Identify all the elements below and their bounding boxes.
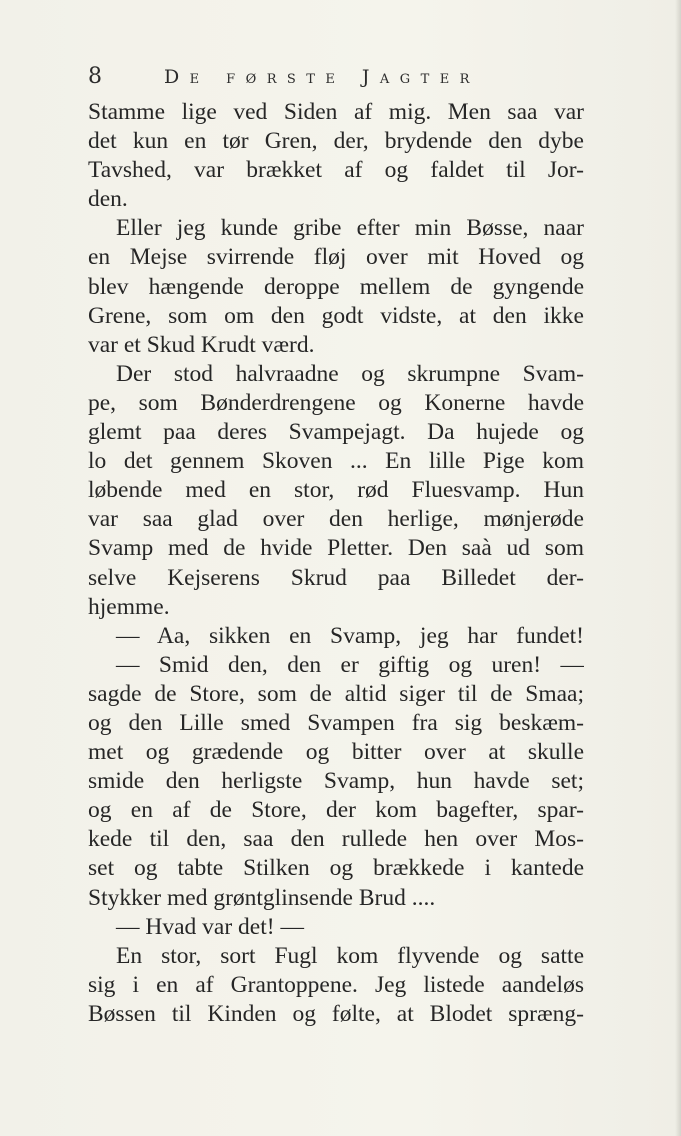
text-line: Svamp med de hvide Pletter. Den saà ud som	[88, 535, 584, 562]
text-line: — Hvad var det! —	[116, 913, 304, 940]
text-line: det kun en tør Gren, der, brydende den dybe	[88, 128, 584, 155]
running-title: De første Jagter	[164, 66, 480, 88]
text-line: sig i en af Grantoppene. Jeg listede aandeløs	[88, 971, 584, 998]
text-line: smide den herligste Svamp, hun havde set;	[88, 768, 584, 795]
text-line: selve Kejserens Skrud paa Billedet der-	[88, 564, 584, 591]
text-line: og en af de Store, der kom bagefter, spar-	[88, 797, 584, 824]
text-line: sagde de Store, som de altid siger til de Smaa;	[88, 680, 584, 707]
text-line: pe, som Bønderdrengene og Konerne havde	[88, 389, 584, 416]
text-line: en Mejse svirrende fløj over mit Hoved og	[88, 244, 584, 271]
text-line: var saa glad over den herlige, mønjerøde	[88, 506, 584, 533]
text-line: — Smid den, den er giftig og uren! —	[116, 651, 584, 678]
text-line: Bøssen til Kinden og følte, at Blodet spræng-	[88, 1000, 584, 1027]
body-text	[88, 98, 584, 1029]
text-line: den.	[88, 186, 128, 213]
text-line: blev hængende deroppe mellem de gyngende	[88, 273, 584, 300]
text-line: Tavshed, var brækket af og faldet til Jor-	[88, 157, 584, 184]
text-line: En stor, sort Fugl kom flyvende og satte	[116, 942, 584, 969]
page-number: 8	[88, 64, 102, 89]
text-line: — Aa, sikken en Svamp, jeg har fundet!	[116, 622, 584, 649]
text-line: og den Lille smed Svampen fra sig beskæm-	[88, 709, 584, 736]
text-line: Stykker med grøntglinsende Brud ....	[88, 884, 436, 911]
text-line: var et Skud Krudt værd.	[88, 331, 315, 358]
page-header	[88, 64, 588, 92]
text-line: met og grædende og bitter over at skulle	[88, 739, 584, 766]
text-line: Eller jeg kunde gribe efter min Bøsse, naar	[116, 215, 584, 242]
text-line: Der stod halvraadne og skrumpne Svam-	[116, 360, 584, 387]
page-edge-shadow	[675, 0, 681, 1136]
text-line: løbende med en stor, rød Fluesvamp. Hun	[88, 477, 584, 504]
text-line: Stamme lige ved Siden af mig. Men saa var	[88, 99, 584, 125]
text-line: Grene, som om den godt vidste, at den ikke	[88, 302, 584, 329]
text-line: hjemme.	[88, 593, 170, 620]
text-line: glemt paa deres Svampejagt. Da hujede og	[88, 419, 584, 446]
text-line: kede til den, saa den rullede hen over Mos-	[88, 826, 584, 853]
text-line: set og tabte Stilken og brækkede i kantede	[88, 855, 584, 882]
text-line: lo det gennem Skoven ... En lille Pige kom	[88, 448, 584, 475]
